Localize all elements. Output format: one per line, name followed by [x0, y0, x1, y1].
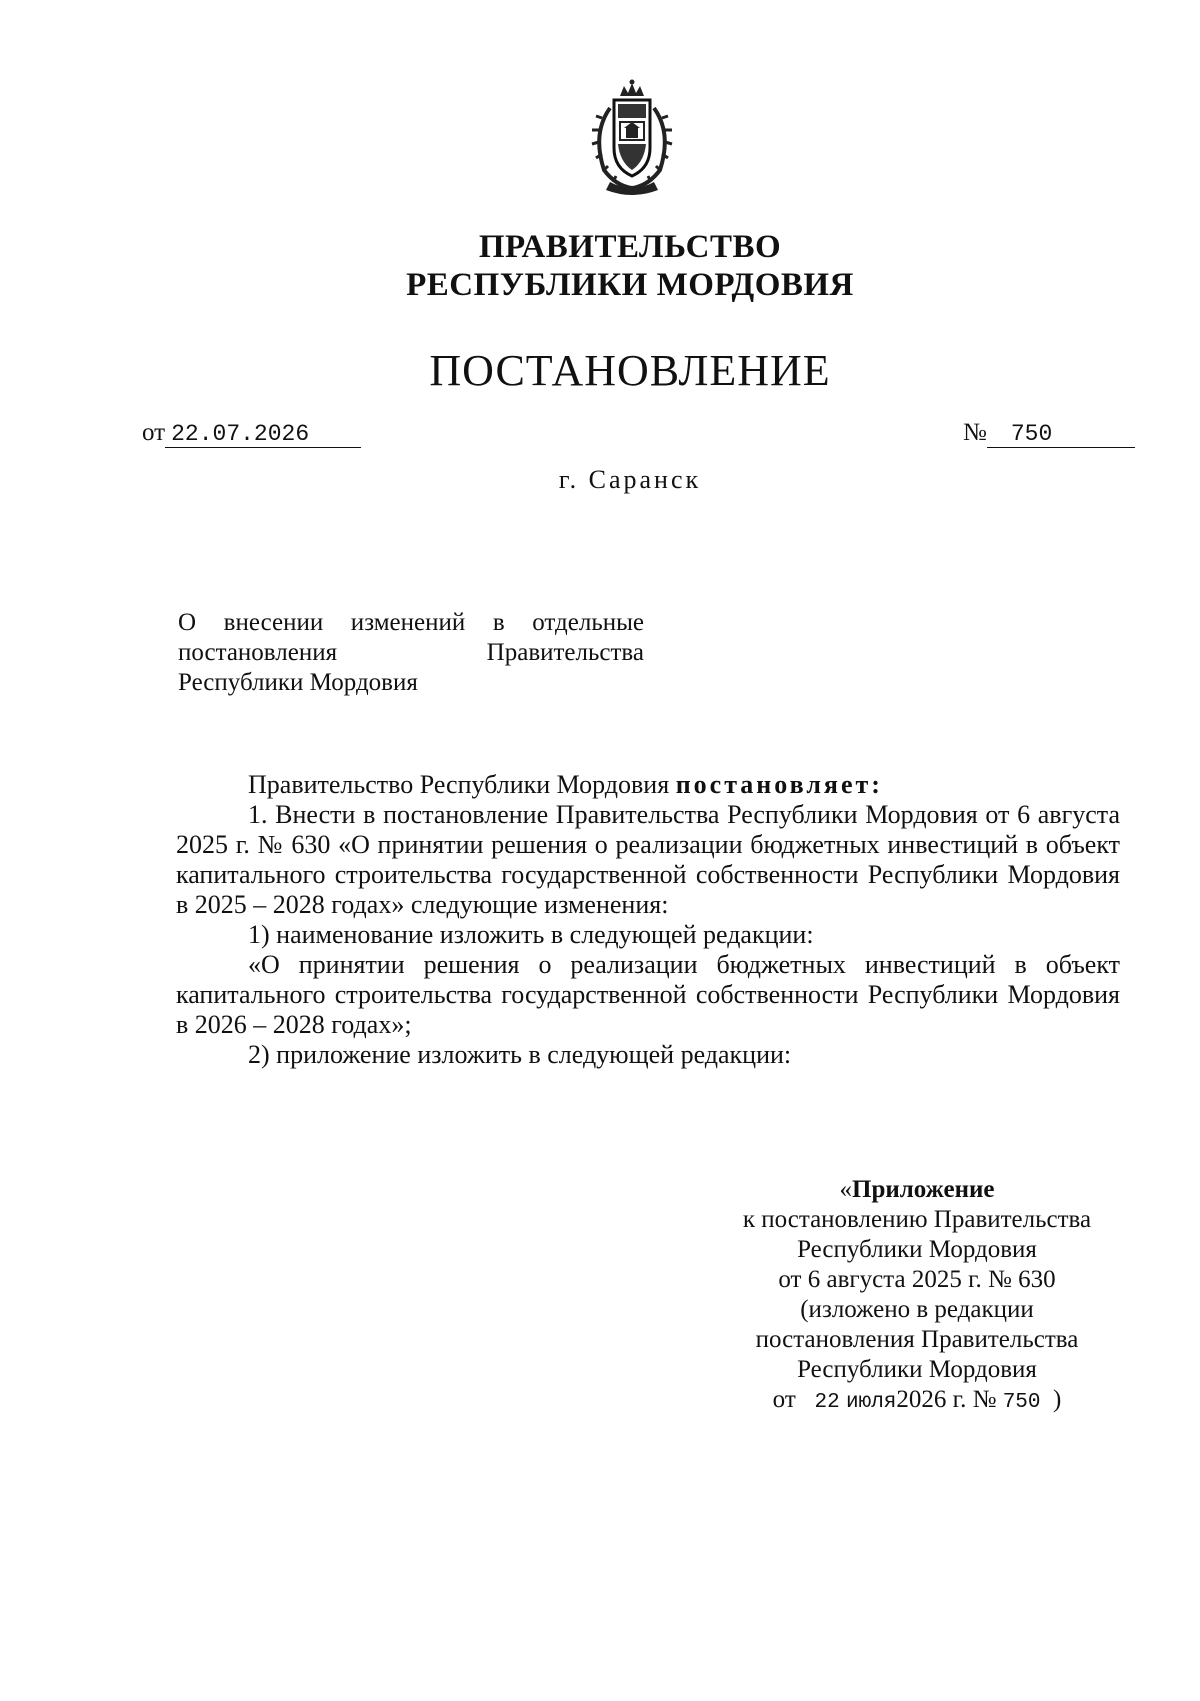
appendix-line: (изложено в редакции	[800, 1296, 1034, 1323]
appendix-day: 22	[814, 1391, 840, 1414]
number-value: 750	[987, 421, 1135, 448]
appendix-close: )	[1053, 1386, 1062, 1413]
paragraph-3: «О принятии решения о реализации бюджетных инвестиций в объект капитального строительства государственной собственности Республики Мордовия в 2026 – 2028 годах»;	[176, 950, 1120, 1039]
paragraph-1: 1. Внести в постановление Правительства Республики Мордовия от 6 августа 2025 г. № 630 «О принятии решения о реализации бюджетных инвестиций в объект капитального строительства государственной собственности Республики Мордовия в 2025 – 2028 годах» следующие изменения:	[176, 800, 1120, 919]
coat-of-arms-icon	[580, 78, 684, 198]
number-row	[963, 418, 1135, 448]
subject-line: Республики Мордовия	[178, 669, 418, 696]
date-row	[142, 418, 361, 448]
appendix-line: от 6 августа 2025 г. № 630	[778, 1266, 1056, 1293]
appendix-block	[692, 1175, 1142, 1418]
appendix-last-line	[692, 1385, 1142, 1418]
intro-text: Правительство Республики Мордовия	[248, 770, 676, 799]
number-label: №	[963, 419, 987, 446]
appendix-year: 2026 г. №	[896, 1386, 997, 1413]
org-name-line2: РЕСПУБЛИКИ МОРДОВИЯ	[406, 267, 854, 303]
appendix-line: Республики Мордовия	[797, 1356, 1037, 1383]
paragraph-2: 1) наименование изложить в следующей редакции:	[248, 920, 814, 949]
subject-line: постановления Правительства	[178, 639, 644, 666]
date-value: 22.07.2026	[165, 421, 361, 448]
appendix-number: 750	[1002, 1391, 1041, 1414]
appendix-title-line	[692, 1175, 1142, 1205]
appendix-line: Республики Мордовия	[797, 1236, 1037, 1263]
quote-open: «	[839, 1176, 853, 1203]
appendix-line: к постановлению Правительства	[742, 1206, 1092, 1233]
intro-paragraph	[176, 770, 1120, 800]
subject-block	[178, 608, 644, 698]
appendix-title: Приложение	[852, 1176, 995, 1203]
city: г. Саранск	[558, 465, 702, 494]
paragraph-4: 2) приложение изложить в следующей редакции:	[248, 1040, 792, 1069]
subject-line: О внесении изменений в отдельные	[178, 609, 644, 636]
date-label: от	[142, 419, 166, 446]
document-type: ПОСТАНОВЛЕНИЕ	[429, 346, 831, 395]
appendix-from: от	[772, 1386, 796, 1413]
appendix-line: постановления Правительства	[755, 1326, 1079, 1353]
intro-verb: постановляет:	[675, 770, 883, 799]
org-name-line1: ПРАВИТЕЛЬСТВО	[478, 229, 782, 265]
appendix-month: июля	[845, 1391, 897, 1414]
document-body	[176, 770, 1120, 1070]
